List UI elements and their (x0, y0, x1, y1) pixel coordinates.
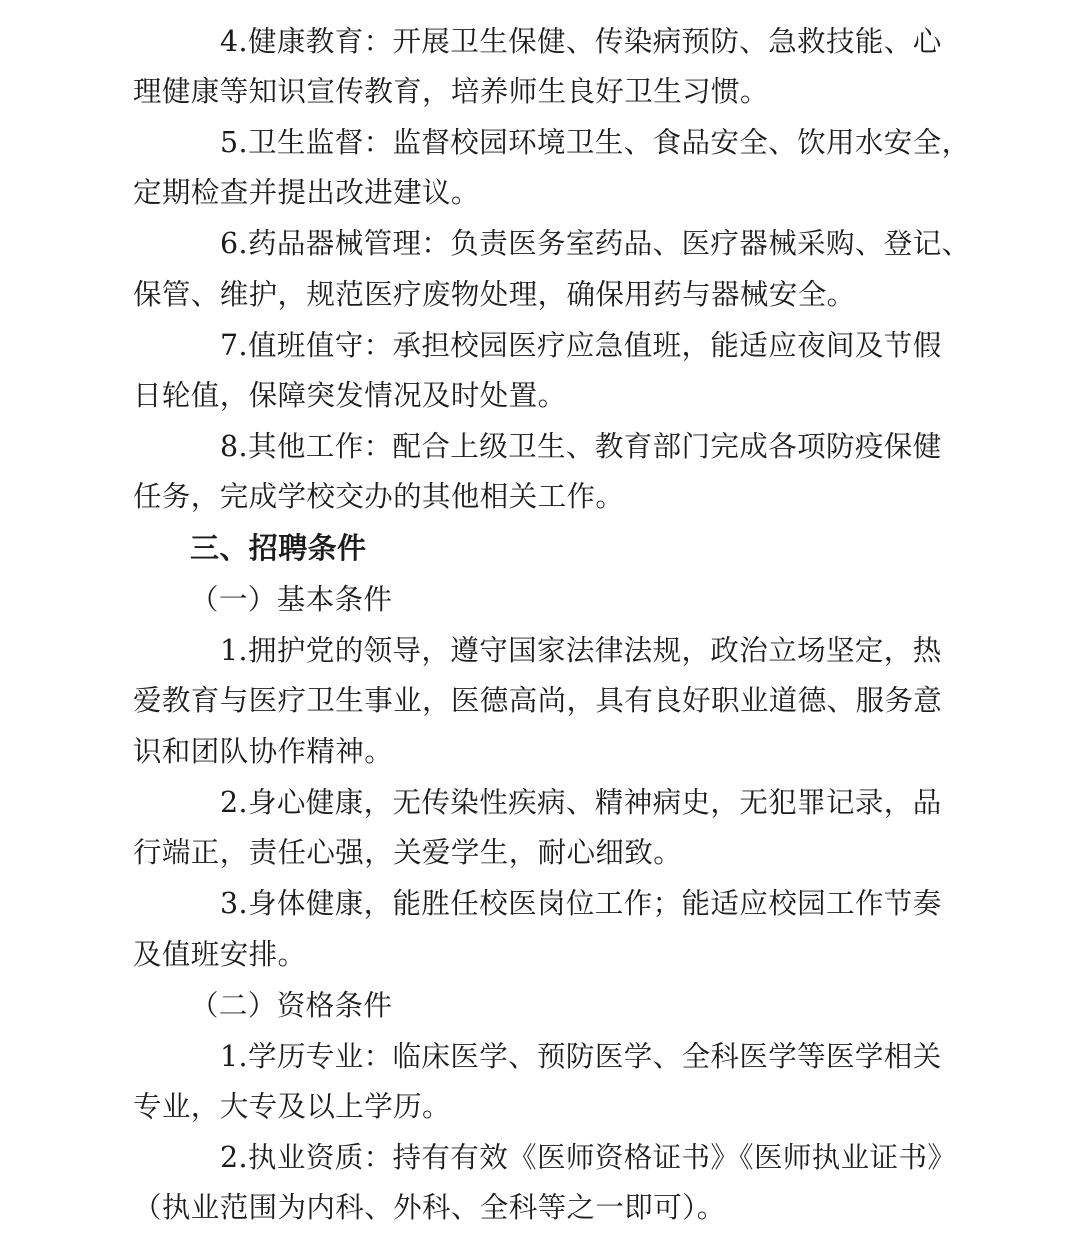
basic-item-2-line-1: 2.身心健康，无传染性疾病、精神病史，无犯罪记录，品 (220, 786, 942, 819)
subsection-heading-basic-conditions: （一）基本条件 (190, 583, 393, 616)
qualification-item-1-line-2: 专业，大专及以上学历。 (133, 1090, 451, 1123)
basic-item-1-line-3: 识和团队协作精神。 (133, 735, 394, 768)
duty-6-line-1: 6.药品器械管理：负责医务室药品、医疗器械采购、登记、 (220, 227, 971, 260)
duty-8-line-2: 任务，完成学校交办的其他相关工作。 (133, 480, 625, 513)
duty-6-line-2: 保管、维护，规范医疗废物处理，确保用药与器械安全。 (133, 278, 856, 311)
duty-4-line-1: 4.健康教育：开展卫生保健、传染病预防、急救技能、心 (220, 25, 942, 58)
basic-item-3-line-2: 及值班安排。 (133, 938, 307, 971)
duty-4-line-2: 理健康等知识宣传教育，培养师生良好卫生习惯。 (133, 75, 769, 108)
basic-item-1-line-1: 1.拥护党的领导，遵守国家法律法规，政治立场坚定，热 (220, 634, 942, 667)
subsection-heading-qualification-conditions: （二）资格条件 (190, 989, 393, 1022)
duty-5-line-2: 定期检查并提出改进建议。 (133, 176, 480, 209)
basic-item-1-line-2: 爱教育与医疗卫生事业，医德高尚，具有良好职业道德、服务意 (133, 684, 943, 717)
qualification-item-1-line-1: 1.学历专业：临床医学、预防医学、全科医学等医学相关 (220, 1040, 942, 1073)
duty-7-line-2: 日轮值，保障突发情况及时处置。 (133, 379, 567, 412)
duty-5-line-1: 5.卫生监督：监督校园环境卫生、食品安全、饮用水安全， (220, 126, 971, 159)
qualification-item-2-line-1: 2.执业资质：持有有效《医师资格证书》《医师执业证书》 (220, 1141, 957, 1174)
basic-item-3-line-1: 3.身体健康，能胜任校医岗位工作；能适应校园工作节奏 (220, 887, 942, 920)
section-heading-recruitment-conditions: 三、招聘条件 (190, 531, 367, 565)
basic-item-2-line-2: 行端正，责任心强，关爱学生，耐心细致。 (133, 836, 683, 869)
duty-7-line-1: 7.值班值守：承担校园医疗应急值班，能适应夜间及节假 (220, 329, 942, 362)
qualification-item-2-line-2: （执业范围为内科、外科、全科等之一即可）。 (133, 1191, 726, 1224)
duty-8-line-1: 8.其他工作：配合上级卫生、教育部门完成各项防疫保健 (220, 430, 942, 463)
